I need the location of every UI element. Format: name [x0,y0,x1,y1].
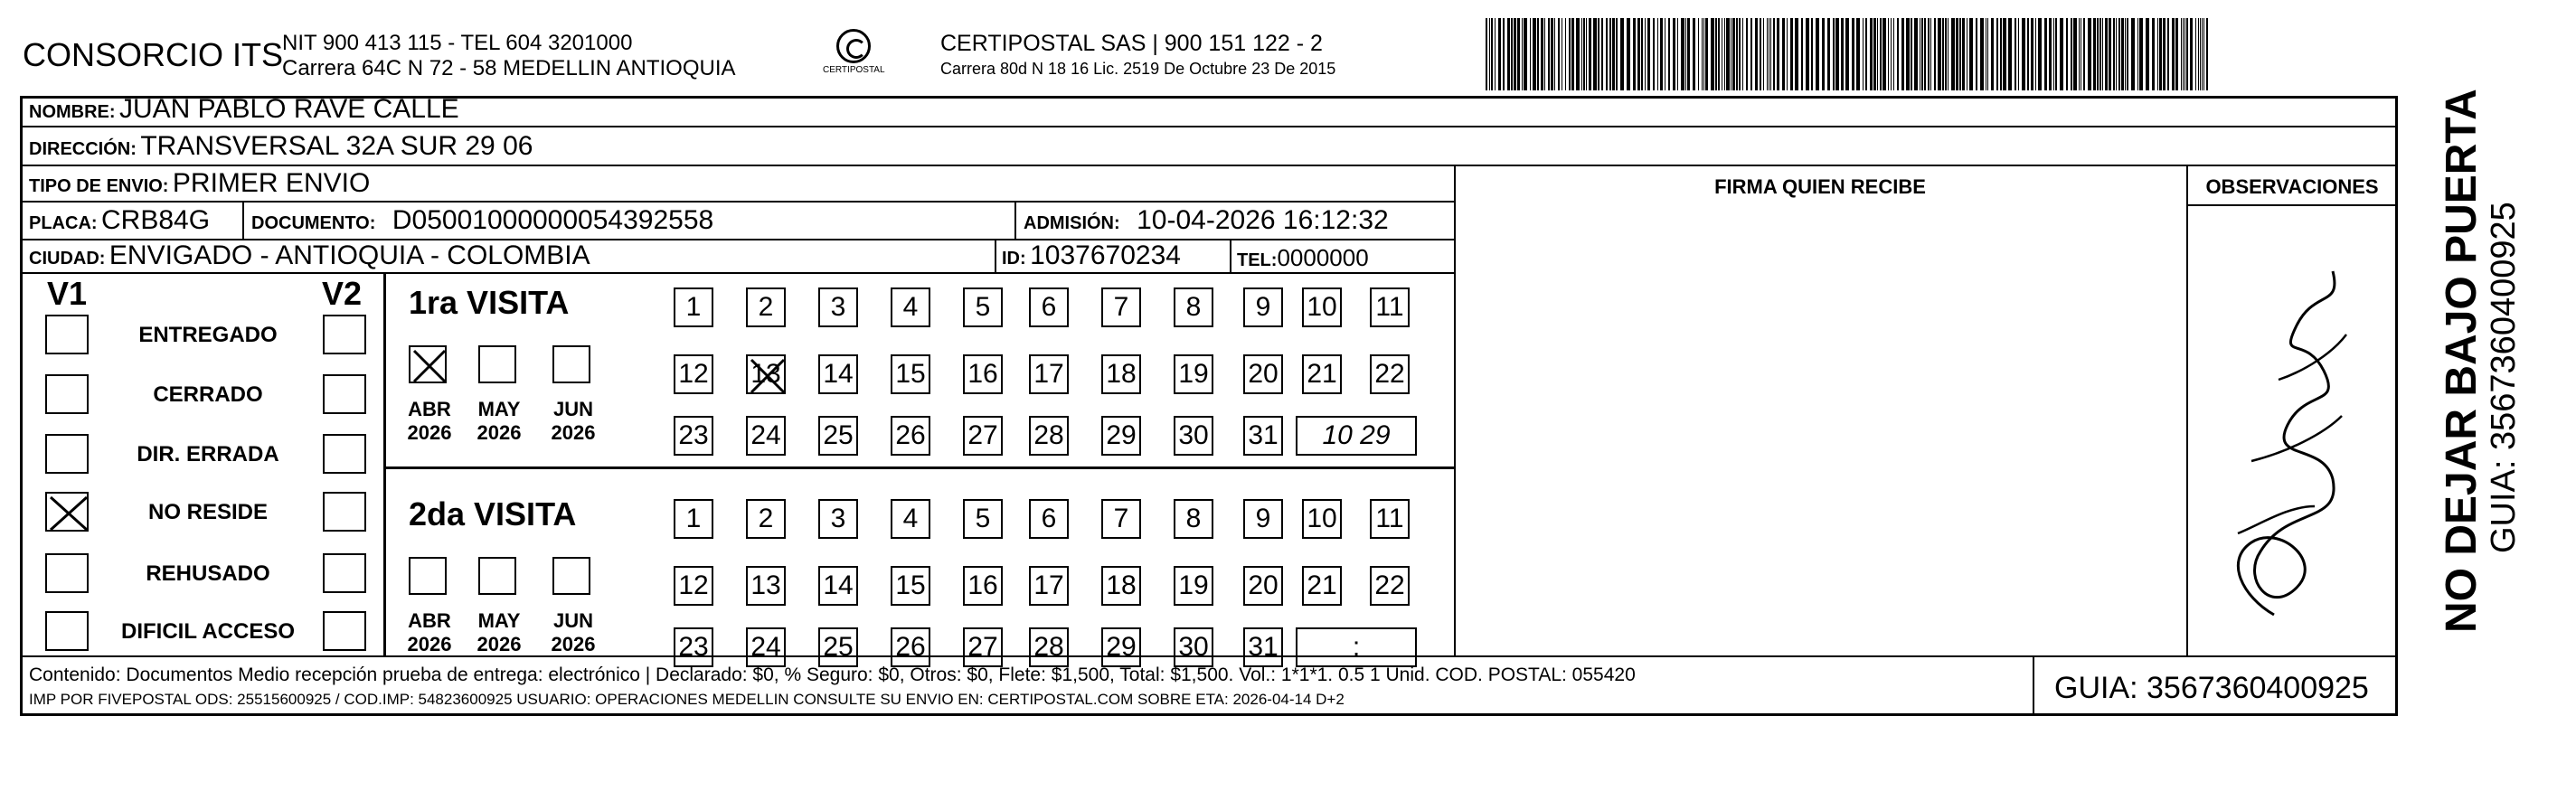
day-box[interactable]: 11 [1370,499,1410,539]
day-box[interactable]: 2 [746,499,786,539]
logo-text: CERTIPOSTAL [823,65,885,75]
placa-value: CRB84G [101,205,211,235]
day-box[interactable]: 10 [1302,287,1342,327]
month-label: MAY 2026 [477,398,522,444]
id-field [1002,240,1181,271]
v1-checkbox[interactable] [45,611,89,651]
day-box[interactable]: 27 [963,627,1003,667]
time-box[interactable]: 10 29 [1296,416,1417,456]
signature-icon [2188,235,2398,651]
month-label: MAY 2026 [477,609,522,655]
day-box[interactable]: 2 [746,287,786,327]
day-box[interactable]: 9 [1243,499,1283,539]
month-label: ABR 2026 [407,609,452,655]
v2-checkbox[interactable] [323,553,366,593]
month-label: JUN 2026 [551,398,596,444]
day-box[interactable]: 1 [674,499,713,539]
status-label: REHUSADO [146,561,270,586]
day-box[interactable]: 24 [746,416,786,456]
day-box[interactable]: 15 [891,354,930,394]
v1-label: V1 [47,275,88,312]
day-box[interactable]: 23 [674,416,713,456]
day-box[interactable]: 15 [891,566,930,606]
day-box[interactable]: 17 [1029,566,1069,606]
ciudad-label: CIUDAD: [29,249,106,269]
v2-label: V2 [322,275,363,312]
time-box[interactable]: : [1296,627,1417,667]
check-mark-icon [47,494,90,533]
day-box[interactable]: 26 [891,627,930,667]
day-box[interactable]: 23 [674,627,713,667]
day-box[interactable]: 1 [674,287,713,327]
day-box[interactable]: 19 [1174,354,1213,394]
day-box[interactable]: 22 [1370,354,1410,394]
v2-checkbox[interactable] [323,315,366,354]
footer-content-line: Contenido: Documentos Medio recepción prueba de entrega: electrónico | Declarado: $0, % Seguro: $0, Otros: $0, Flete: $1,500, Total: $1,500. Vol.: 1*1*1. 0.5 1 Unid. COD. POSTAL: 055420 [29,664,1636,685]
v1-checkbox[interactable] [45,315,89,354]
nombre-field [29,94,459,125]
firma-label: FIRMA QUIEN RECIBE [1714,175,1926,198]
nombre-value: JUAN PABLO RAVE CALLE [119,94,459,124]
day-box[interactable]: 10 [1302,499,1342,539]
status-label: NO RESIDE [147,500,269,524]
observaciones-label: OBSERVACIONES [2205,175,2379,198]
visit-title: 2da VISITA [409,495,577,532]
tipo-envio-label: TIPO DE ENVIO: [29,176,169,196]
day-box[interactable]: 16 [963,566,1003,606]
month-checkbox[interactable] [409,345,447,383]
id-value: 1037670234 [1030,240,1181,270]
month-label: JUN 2026 [551,609,596,655]
day-box[interactable]: 21 [1302,354,1342,394]
day-box[interactable]: 27 [963,416,1003,456]
month-checkbox[interactable] [409,557,447,595]
day-box[interactable]: 11 [1370,287,1410,327]
documento-label: DOCUMENTO: [251,213,376,233]
company-name: CONSORCIO ITS [23,36,284,73]
day-box[interactable]: 25 [818,627,858,667]
check-mark-icon [748,356,788,396]
day-box[interactable]: 9 [1243,287,1283,327]
v2-checkbox[interactable] [323,611,366,651]
id-label: ID: [1002,249,1026,269]
month-label: ABR 2026 [407,398,452,444]
day-box[interactable]: 31 [1243,416,1283,456]
v2-checkbox[interactable] [323,374,366,414]
day-box[interactable]: 12 [674,566,713,606]
footer-print-line: IMP POR FIVEPOSTAL ODS: 25515600925 / COD.IMP: 54823600925 USUARIO: OPERACIONES MEDELLIN CONSULTE SU ENVIO EN: CERTIPOSTAL.COM SOBRE ETA: 2026-04-14 D+2 [29,691,1345,708]
admision-value: 10-04-2026 16:12:32 [1137,205,1389,235]
courier-nit: CERTIPOSTAL SAS | 900 151 122 - 2 [940,31,1323,56]
day-box[interactable]: 17 [1029,354,1069,394]
day-box[interactable]: 30 [1174,416,1213,456]
company-nit-tel: NIT 900 413 115 - TEL 604 3201000 [282,31,633,55]
side-warning: NO DEJAR BAJO PUERTA [2438,89,2486,633]
day-box[interactable]: 29 [1101,416,1141,456]
v2-checkbox[interactable] [323,492,366,532]
day-box[interactable]: 21 [1302,566,1342,606]
day-box[interactable]: 29 [1101,627,1141,667]
day-box[interactable]: 20 [1243,566,1283,606]
v1-checkbox[interactable] [45,553,89,593]
tipo-envio-value: PRIMER ENVIO [172,168,371,198]
day-box[interactable]: 22 [1370,566,1410,606]
v1-checkbox[interactable] [45,374,89,414]
documento-value: D05001000000054392558 [392,205,714,235]
day-box[interactable]: 14 [818,566,858,606]
direccion-field [29,131,533,162]
day-box[interactable]: 12 [674,354,713,394]
day-box[interactable]: 26 [891,416,930,456]
placa-field [29,205,210,236]
footer-guia: GUIA: 3567360400925 [2054,671,2369,705]
day-box[interactable]: 6 [1029,287,1069,327]
ciudad-field [29,240,590,271]
tel-field [1237,244,1369,272]
day-box[interactable]: 7 [1101,499,1141,539]
month-checkbox[interactable] [552,345,590,383]
day-box[interactable]: 8 [1174,499,1213,539]
tipo-envio-field [29,168,370,199]
tel-value: 0000000 [1277,244,1369,271]
admision-label: ADMISIÓN: [1024,213,1120,233]
day-box[interactable]: 7 [1101,287,1141,327]
v1-checkbox[interactable] [45,434,89,474]
day-box[interactable]: 6 [1029,499,1069,539]
status-label: DIR. ERRADA [137,442,279,466]
status-label: ENTREGADO [138,323,278,347]
day-box[interactable]: 31 [1243,627,1283,667]
nombre-label: NOMBRE: [29,102,116,122]
day-box[interactable]: 24 [746,627,786,667]
day-box[interactable]: 30 [1174,627,1213,667]
barcode [1486,18,2218,90]
day-box[interactable]: 28 [1029,416,1069,456]
placa-label: PLACA: [29,213,98,233]
month-checkbox[interactable] [552,557,590,595]
day-box[interactable]: 19 [1174,566,1213,606]
day-box[interactable]: 4 [891,287,930,327]
day-box[interactable]: 5 [963,287,1003,327]
day-box[interactable]: 4 [891,499,930,539]
documento-field [251,205,713,236]
company-address: Carrera 64C N 72 - 58 MEDELLIN ANTIOQUIA [282,56,736,80]
day-box[interactable]: 13 [746,566,786,606]
tel-label: TEL: [1237,250,1278,270]
status-label: DIFICIL ACCESO [120,619,295,644]
day-box[interactable]: 28 [1029,627,1069,667]
day-box[interactable]: 3 [818,287,858,327]
visit-title: 1ra VISITA [409,284,570,321]
admision-field [1024,205,1389,236]
direccion-value: TRANSVERSAL 32A SUR 29 06 [140,131,533,161]
month-checkbox[interactable] [478,345,516,383]
day-box[interactable]: 25 [818,416,858,456]
v2-checkbox[interactable] [323,434,366,474]
day-box[interactable]: 20 [1243,354,1283,394]
direccion-label: DIRECCIÓN: [29,139,137,159]
day-box[interactable]: 3 [818,499,858,539]
ciudad-value: ENVIGADO - ANTIOQUIA - COLOMBIA [109,240,590,270]
day-box[interactable]: 14 [818,354,858,394]
side-guia: GUIA: 3567360400925 [2485,202,2523,553]
certipostal-logo-icon [836,29,871,63]
day-box[interactable]: 5 [963,499,1003,539]
v1-checkbox[interactable] [45,492,89,532]
day-box[interactable]: 13 [746,354,786,394]
courier-address: Carrera 80d N 18 16 Lic. 2519 De Octubre 23 De 2015 [940,60,1336,78]
day-box[interactable]: 18 [1101,354,1141,394]
check-mark-icon [410,347,448,385]
month-checkbox[interactable] [478,557,516,595]
day-box[interactable]: 16 [963,354,1003,394]
day-box[interactable]: 8 [1174,287,1213,327]
day-box[interactable]: 18 [1101,566,1141,606]
status-label: CERRADO [153,382,263,407]
